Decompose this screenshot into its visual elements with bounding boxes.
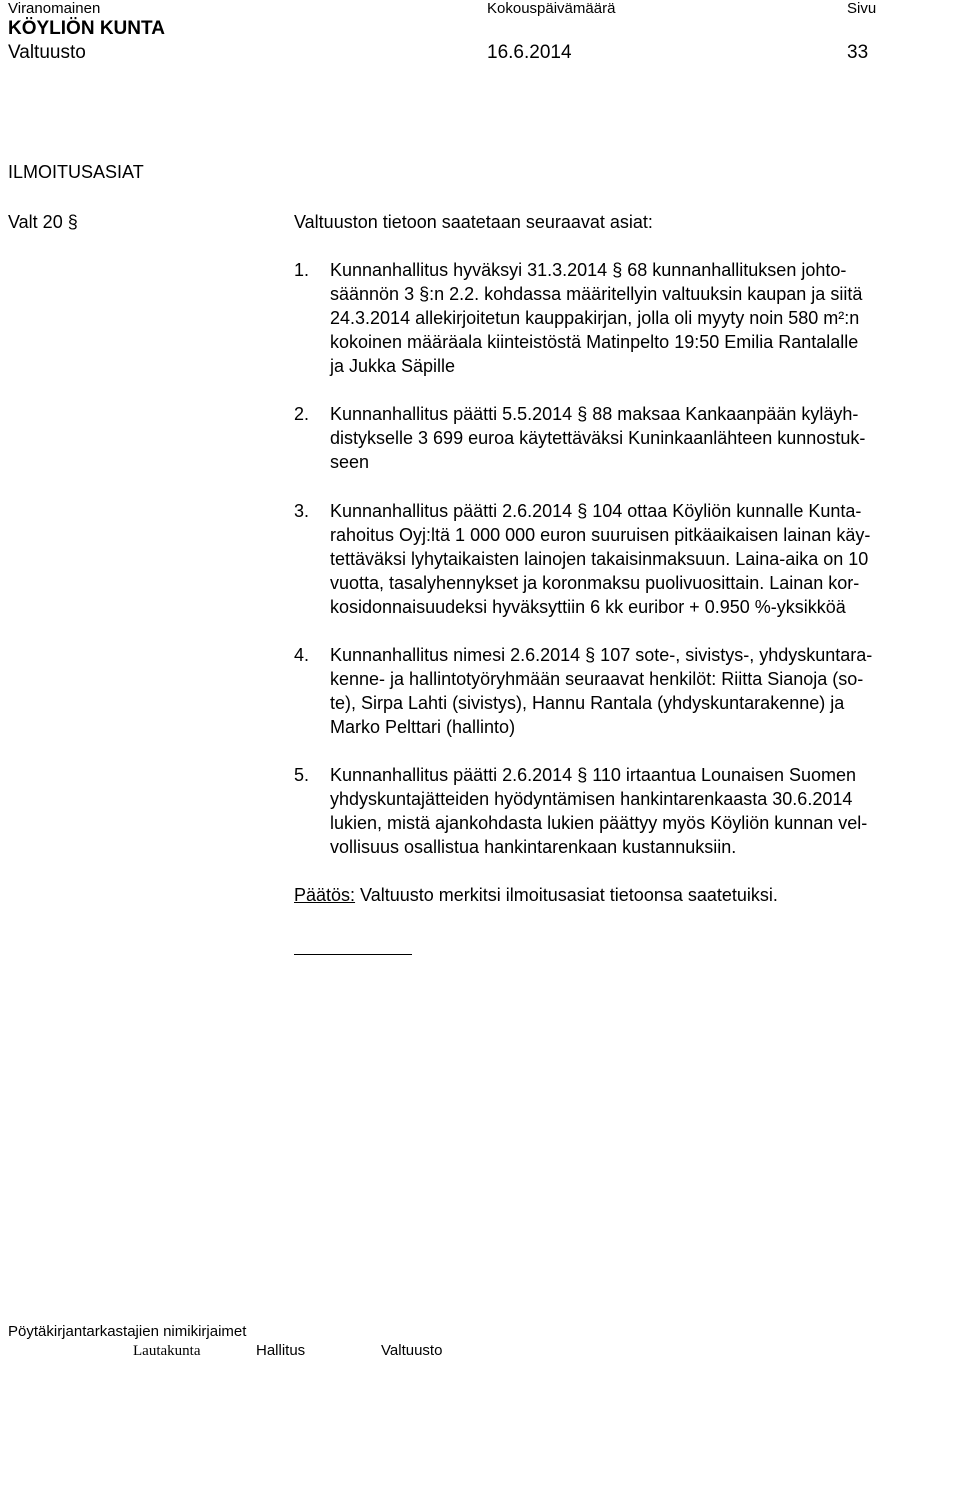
list-item-line: Kunnanhallitus päätti 5.5.2014 § 88 maksaa Kankaanpään kyläyh-: [330, 404, 859, 424]
list-item-number: 1.: [294, 260, 310, 280]
list-item-line: tettäväksi lyhytaikaisten lainojen takaisinmaksuun. Laina-aika on 10: [330, 549, 869, 569]
list-item-1: [294, 258, 954, 378]
list-item-number: 2.: [294, 404, 310, 424]
list-item-line: kosidonnaisuudeksi hyväksyttiin 6 kk euribor + 0.950 %-yksikköä: [330, 597, 846, 617]
list-item-2: [294, 402, 954, 474]
org-name: KÖYLIÖN KUNTA: [8, 18, 165, 39]
list-item-line: Kunnanhallitus päätti 2.6.2014 § 110 irtaantua Lounaisen Suomen: [330, 765, 857, 785]
decision: [294, 883, 778, 907]
list-item-line: lukien, mistä ajankohdasta lukien päättyy myös Köyliön kunnan vel-: [330, 813, 868, 833]
footer-label: Pöytäkirjantarkastajien nimikirjaimet: [8, 1323, 247, 1340]
intro-text: Valtuuston tietoon saatetaan seuraavat asiat:: [294, 212, 653, 232]
header-body: Valtuusto: [8, 42, 86, 63]
list-item-number: 5.: [294, 765, 310, 785]
list-item-line: ja Jukka Säpille: [330, 356, 456, 376]
list-item-line: vuotta, tasalyhennykset ja koronmaksu puolivuosittain. Lainan kor-: [330, 573, 860, 593]
list-item-number: 3.: [294, 501, 310, 521]
list-item-3: [294, 499, 954, 619]
list-item-5: [294, 763, 954, 859]
header-label-date: Kokouspäivämäärä: [487, 0, 616, 17]
list-item-line: seen: [330, 452, 370, 472]
list-item-number: 4.: [294, 645, 310, 665]
list-item-line: te), Sirpa Lahti (sivistys), Hannu Rantala (yhdyskuntarakenne) ja: [330, 693, 845, 713]
list-item-line: Marko Pelttari (hallinto): [330, 717, 516, 737]
decision-label: Päätös:: [294, 885, 356, 905]
list-item-line: Kunnanhallitus päätti 2.6.2014 § 104 ottaa Köyliön kunnalle Kunta-: [330, 501, 862, 521]
list-item-line: yhdyskuntajätteiden hyödyntämisen hankintarenkaasta 30.6.2014: [330, 789, 853, 809]
list-item-line: Kunnanhallitus nimesi 2.6.2014 § 107 sote-, sivistys-, yhdyskuntara-: [330, 645, 873, 665]
list-item-line: vollisuus osallistua hankintarenkaan kustannuksiin.: [330, 837, 737, 857]
footer-col-valtuusto: Valtuusto: [381, 1342, 443, 1359]
list-item-line: 24.3.2014 allekirjoitetun kauppakirjan, jolla oli myyty noin 580 m²:n: [330, 308, 860, 328]
list-item-line: kenne- ja hallintotyöryhmään seuraavat henkilöt: Riitta Sianoja (so-: [330, 669, 864, 689]
header-date: 16.6.2014: [487, 42, 572, 63]
list-item-4: [294, 643, 954, 739]
closing-rule: [294, 954, 412, 955]
header-page-number: 33: [847, 42, 869, 63]
header-label-authority: Viranomainen: [8, 0, 101, 17]
list-item-line: säännön 3 §:n 2.2. kohdassa määritellyin valtuuksin kaupan ja siitä: [330, 284, 863, 304]
section-title: ILMOITUSASIAT: [8, 162, 144, 182]
decision-text: Valtuusto merkitsi ilmoitusasiat tietoonsa saatetuiksi.: [355, 885, 778, 905]
list-item-line: distykselle 3 699 euroa käytettäväksi Kuninkaanlähteen kunnostuk-: [330, 428, 866, 448]
case-id: Valt 20 §: [8, 212, 78, 232]
header-label-page: Sivu: [847, 0, 877, 17]
footer-col-hallitus: Hallitus: [256, 1342, 306, 1359]
list-item-line: kokoinen määräala kiinteistöstä Matinpelto 19:50 Emilia Rantalalle: [330, 332, 859, 352]
list-item-line: rahoitus Oyj:ltä 1 000 000 euron suuruisen pitkäaikaisen lainan käy-: [330, 525, 871, 545]
footer-col-lautakunta: Lautakunta: [133, 1343, 201, 1359]
list-item-line: Kunnanhallitus hyväksyi 31.3.2014 § 68 kunnanhallituksen johto-: [330, 260, 847, 280]
